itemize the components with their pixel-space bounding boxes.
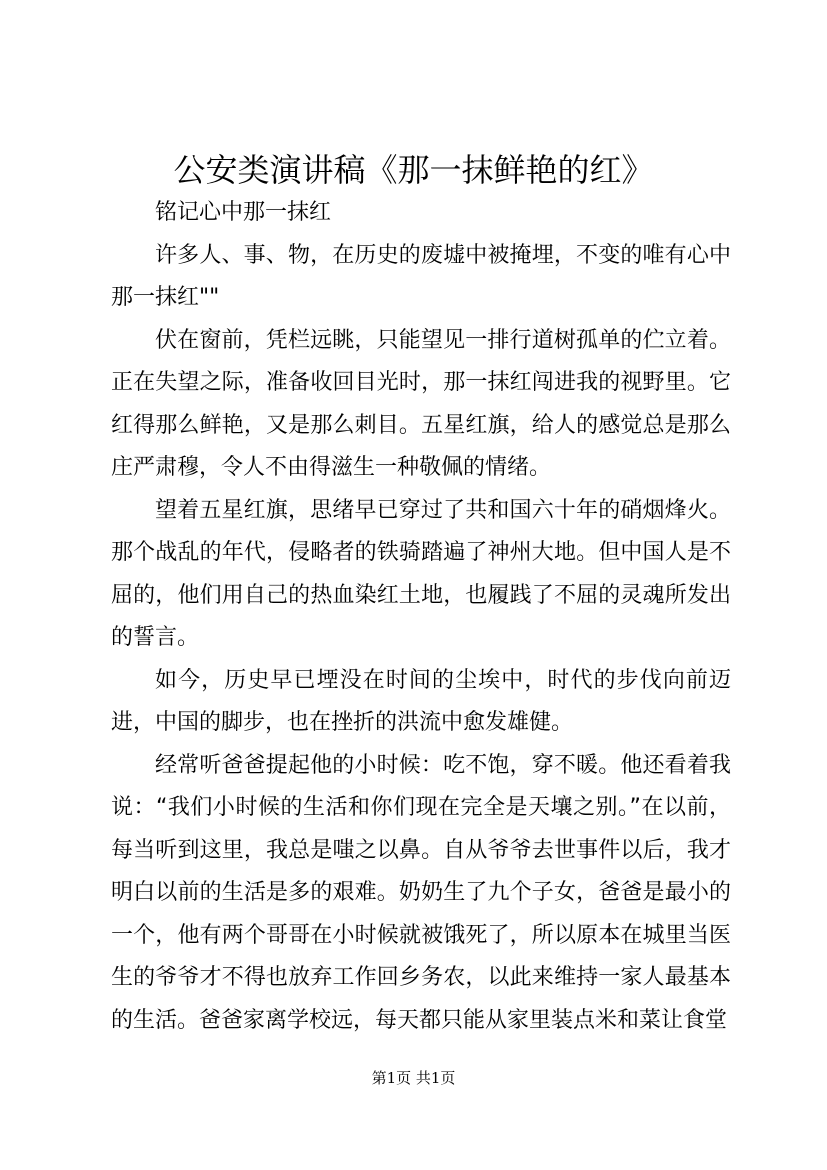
paragraph-subtitle: 铭记心中那一抹红: [155, 200, 332, 225]
page-footer: 第1页 共1页: [371, 1069, 456, 1087]
paragraph: 如今，历史早已堙没在时间的尘埃中，时代的步伐向前迈进，中国的脚步，也在挫折的洪流中愈发雄健。: [111, 667, 731, 735]
document-title: 公安类演讲稿《那一抹鲜艳的红》: [173, 151, 654, 189]
document-body: [111, 192, 731, 1042]
paragraph: 望着五星红旗，思绪早已穿过了共和国六十年的硝烟烽火。那个战乱的年代，侵略者的铁骑踏遍了神州大地。但中国人是不屈的，他们用自己的热血染红土地，也履践了不屈的灵魂所发出的誓言。: [111, 497, 731, 650]
paragraph: 伏在窗前，凭栏远眺，只能望见一排行道树孤单的伫立着。正在失望之际，准备收回目光时，那一抹红闯进我的视野里。它红得那么鲜艳，又是那么刺目。五星红旗，给人的感觉总是那么庄严肃穆，令人不由得滋生一种敬佩的情绪。: [111, 327, 731, 480]
paragraph: 许多人、事、物，在历史的废墟中被掩埋，不变的唯有心中那一抹红"": [111, 242, 731, 310]
paragraph: 经常听爸爸提起他的小时候：吃不饱，穿不暖。他还看着我说：“我们小时候的生活和你们现在完全是天壤之别。”在以前，每当听到这里，我总是嗤之以鼻。自从爷爷去世事件以后，我才明白以前的生活是多的艰难。奶奶生了九个子女，爸爸是最小的一个，他有两个哥哥在小时候就被饿死了，所以原本在城里当医生的爷爷才不得也放弃工作回乡务农，以此来维持一家人最基本的生活。爸爸家离学校远，每天都只能从家里装点米和菜让食堂: [111, 752, 731, 1033]
